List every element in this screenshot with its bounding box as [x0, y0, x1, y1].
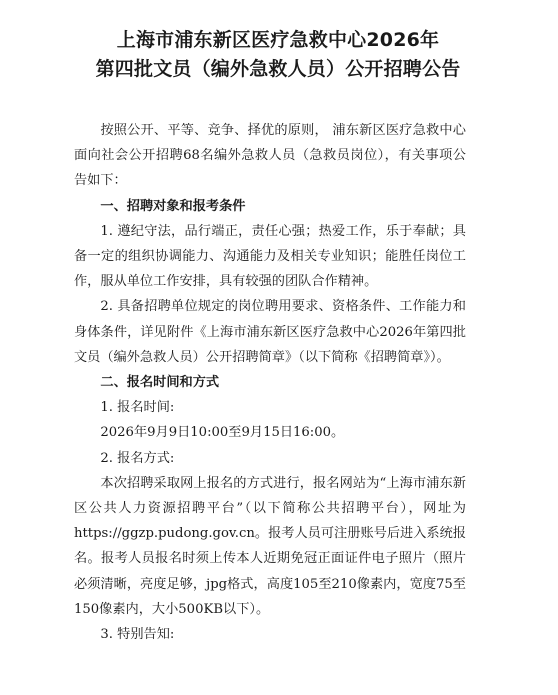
- section-1-heading: 一、招聘对象和报考条件: [100, 198, 246, 214]
- intro-paragraph: 按照公开、平等、竞争、择优的原则， 浦东新区医疗急救中心面向社会公开招聘68名编外急救人员（急救员岗位），有关事项公告如下：: [74, 123, 466, 189]
- title-line-2: 第四批文员（编外急救人员）公开招聘公告: [95, 58, 461, 80]
- special-notice-label: 3. 特别告知:: [100, 627, 175, 643]
- announcement-title: [66, 26, 490, 84]
- announcement-body: [74, 118, 466, 647]
- section-1-item-1: 1. 遵纪守法，品行端正，责任心强；热爱工作，乐于奉献；具备一定的组织协调能力、沟通能力及相关专业知识；能胜任岗位工作，服从单位工作安排，具有较强的团队合作精神。: [74, 223, 466, 290]
- section-1-item-2: 2. 具备招聘单位规定的岗位聘用要求、资格条件、工作能力和身体条件，详见附件《上海市浦东新区医疗急救中心2026年第四批文员（编外急救人员）公开招聘简章》（以下简称《招聘简章》）。: [74, 299, 466, 365]
- registration-method-text: 本次招聘采取网上报名的方式进行，报名网站为“上海市浦东新区公共人力资源招聘平台”（以下简称公共招聘平台），网址为https://ggzp.pudong.gov.cn。报考人员可注册账号后进入系统报名。报考人员报名时须上传本人近期免冠正面证件电子照片（照片必须清晰，亮度足够，jpg格式，高度105至210像素内，宽度75至150像素内，大小500KB以下）。: [74, 475, 466, 617]
- registration-method-label: 2. 报名方式:: [100, 450, 175, 466]
- registration-time-label: 1. 报名时间:: [100, 400, 175, 416]
- registration-time-value: 2026年9月9日10:00至9月15日16:00。: [100, 425, 345, 441]
- title-line-1: 上海市浦东新区医疗急救中心2026年: [116, 29, 440, 51]
- section-2-heading: 二、报名时间和方式: [100, 375, 220, 391]
